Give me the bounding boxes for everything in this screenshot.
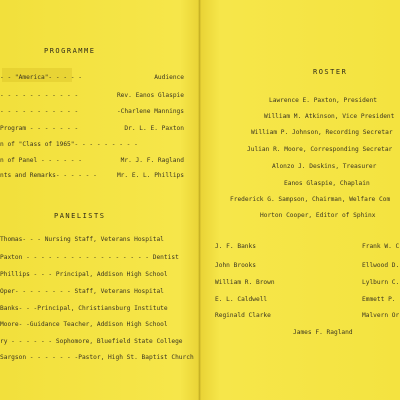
panelists-heading: PANELISTS — [54, 212, 106, 220]
member-item: Frank W. C — [362, 243, 400, 250]
member-item: William R. Brown — [215, 279, 275, 286]
programme-item-left: n of "Class of 1965"- - - - - - - - - — [0, 141, 138, 148]
member-item: James F. Ragland — [293, 329, 353, 336]
programme-heading: PROGRAMME — [44, 47, 96, 55]
member-item: J. F. Banks — [215, 243, 256, 250]
officer-item: Lawrence E. Paxton, President — [269, 97, 378, 104]
panelist-item: Moore- -Guidance Teacher, Addison High School — [0, 321, 168, 328]
officer-item: Eanos Glaspie, Chaplain — [284, 180, 370, 187]
panelist-item: Sargson - - - - - - -Pastor, High St. Baptist Church — [0, 354, 194, 361]
programme-item-left: nts and Remarks- - - - - - — [0, 172, 97, 179]
member-item: Lylburn C. — [362, 279, 400, 286]
officer-item: Julian R. Moore, Corresponding Secretar — [247, 146, 393, 153]
panelist-item: Paxton - - - - - - - - - - - - - - - - - Dentist — [0, 254, 179, 261]
panelist-item: Banks- - -Principal, Christiansburg Institute — [0, 305, 168, 312]
programme-item-left: - - - - - - - - - - - — [0, 92, 79, 99]
programme-item-left: n of Panel - - - - - - — [0, 157, 82, 164]
programme-item-right: -Charlene Mannings — [116, 108, 184, 115]
panelist-item: Phillips - - - Principal, Addison High School — [0, 271, 168, 278]
programme-item-right: Mr. E. L. Phillips — [116, 172, 184, 179]
officer-item: William M. Atkinson, Vice President — [264, 113, 395, 120]
member-item: Ellwood D. — [362, 262, 400, 269]
panelist-item: ry - - - - - - Sophomore, Bluefield State College — [0, 338, 183, 345]
panelist-item: Oper- - - - - - - - Staff, Veterans Hospital — [0, 288, 164, 295]
programme-item-left: - - - - - - - - - - - — [0, 108, 79, 115]
right-page — [201, 0, 400, 400]
programme-item-right: Mr. J. F. Ragland — [120, 157, 184, 164]
programme-item-right: Dr. L. E. Paxton — [124, 125, 184, 132]
programme-item-left: Program - - - - - - - — [0, 125, 79, 132]
member-item: Reginald Clarke — [215, 312, 271, 319]
officer-item: Horton Cooper, Editor of Sphinx — [260, 212, 376, 219]
panelist-item: Thomas- - - Nursing Staff, Veterans Hospital — [0, 236, 164, 243]
member-item: E. L. Caldwell — [215, 296, 268, 303]
programme-item-left: - - "America"- - - - - — [0, 74, 82, 81]
member-item: Malvern Or — [362, 312, 400, 319]
roster-heading: ROSTER — [313, 68, 348, 76]
officer-item: Alonzo J. Deskins, Treasurer — [272, 163, 377, 170]
officer-item: Frederick G. Sampson, Chairman, Welfare Com — [230, 196, 391, 203]
member-item: Emmett P. — [362, 296, 396, 303]
member-item: John Brooks — [215, 262, 256, 269]
left-page — [0, 0, 198, 400]
programme-item-right: Audience — [154, 74, 184, 81]
programme-item-right: Rev. Eanos Glaspie — [116, 92, 184, 99]
officer-item: William P. Johnson, Recording Secretar — [251, 129, 393, 136]
